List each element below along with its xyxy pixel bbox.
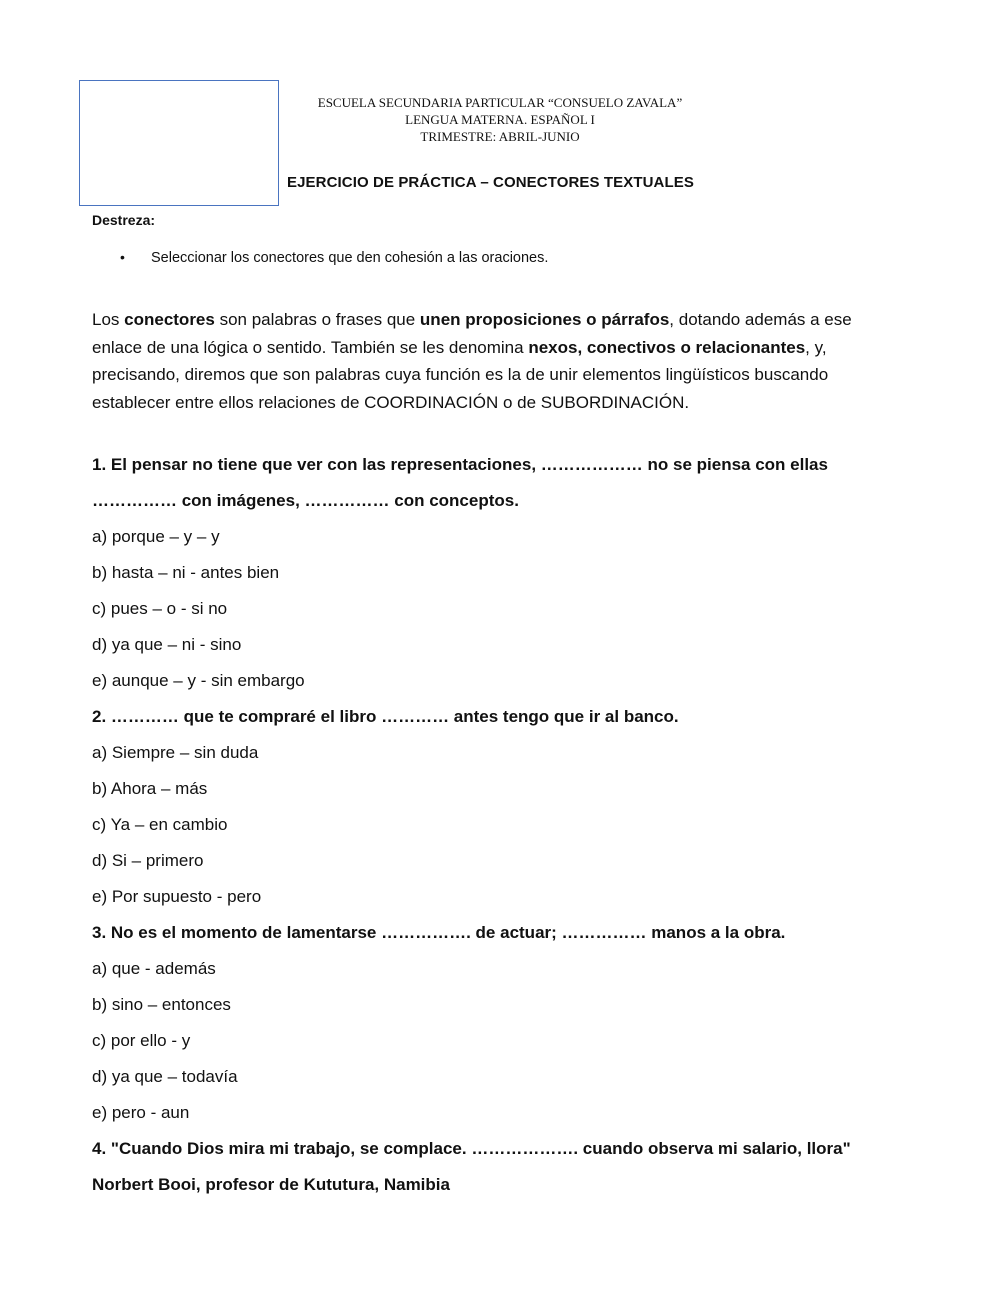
school-name: ESCUELA SECUNDARIA PARTICULAR “CONSUELO ZAVALA” [317,95,683,110]
intro-bold-term: conectores [124,310,215,329]
skill-bullet-item [120,249,548,266]
logo-placeholder-box [79,80,279,206]
subject-name: LENGUA MATERNA. ESPAÑOL I [405,112,595,127]
intro-text: son palabras o frases que [214,310,420,329]
exercise-title: EJERCICIO DE PRÁCTICA – CONECTORES TEXTUALES [287,174,694,191]
intro-text: Los [92,310,125,329]
intro-bold-term: unen proposiciones o párrafos [419,310,670,329]
answer-option: a) que - además [92,959,216,978]
question-stem: 1. El pensar no tiene que ver con las representaciones, ……………… no se piensa con ellas [92,455,828,474]
question-stem: 3. No es el momento de lamentarse ……………. de actuar; …………… manos a la obra. [92,923,786,942]
question-stem: …………… con imágenes, …………… con conceptos. [92,491,519,510]
answer-option: e) aunque – y - sin embargo [92,671,305,690]
question-list [92,452,912,1208]
bullet-icon: • [120,249,125,265]
answer-option: d) Si – primero [92,851,204,870]
intro-text: , y, precisando, diremos que son palabras cuya función es la de unir elementos lingüísticos buscando establecer entre ellos relaciones de COORDINACIÓN o de SUBORDINACIÓN. [92,337,829,412]
school-header [285,94,715,145]
answer-option: a) Siempre – sin duda [92,743,259,762]
answer-option: e) pero - aun [92,1103,190,1122]
term-label: TRIMESTRE: ABRIL-JUNIO [420,129,580,144]
answer-option: a) porque – y – y [92,527,220,546]
quote-attribution: Norbert Booi, profesor de Kututura, Namibia [92,1175,450,1194]
answer-option: e) Por supuesto - pero [92,887,262,906]
answer-option: d) ya que – ni - sino [92,635,242,654]
answer-option: b) sino – entonces [92,995,231,1014]
skill-text: Seleccionar los conectores que den cohesión a las oraciones. [151,250,549,266]
answer-option: c) pues – o - si no [92,599,228,618]
intro-bold-term: nexos, conectivos o relacionantes [528,337,806,357]
skill-label: Destreza: [92,212,156,228]
answer-option: b) hasta – ni - antes bien [92,563,280,582]
intro-text: , dotando además a ese enlace de una lógica o sentido. También se les denomina [92,310,852,357]
question-stem: 2. ………… que te compraré el libro ………… antes tengo que ir al banco. [92,707,679,726]
answer-option: c) por ello - y [92,1031,191,1050]
answer-option: b) Ahora – más [92,779,208,798]
intro-paragraph [92,306,892,416]
question-stem: 4. "Cuando Dios mira mi trabajo, se complace. ………………. cuando observa mi salario, llora" [92,1139,851,1158]
answer-option: d) ya que – todavía [92,1067,238,1086]
answer-option: c) Ya – en cambio [92,815,228,834]
